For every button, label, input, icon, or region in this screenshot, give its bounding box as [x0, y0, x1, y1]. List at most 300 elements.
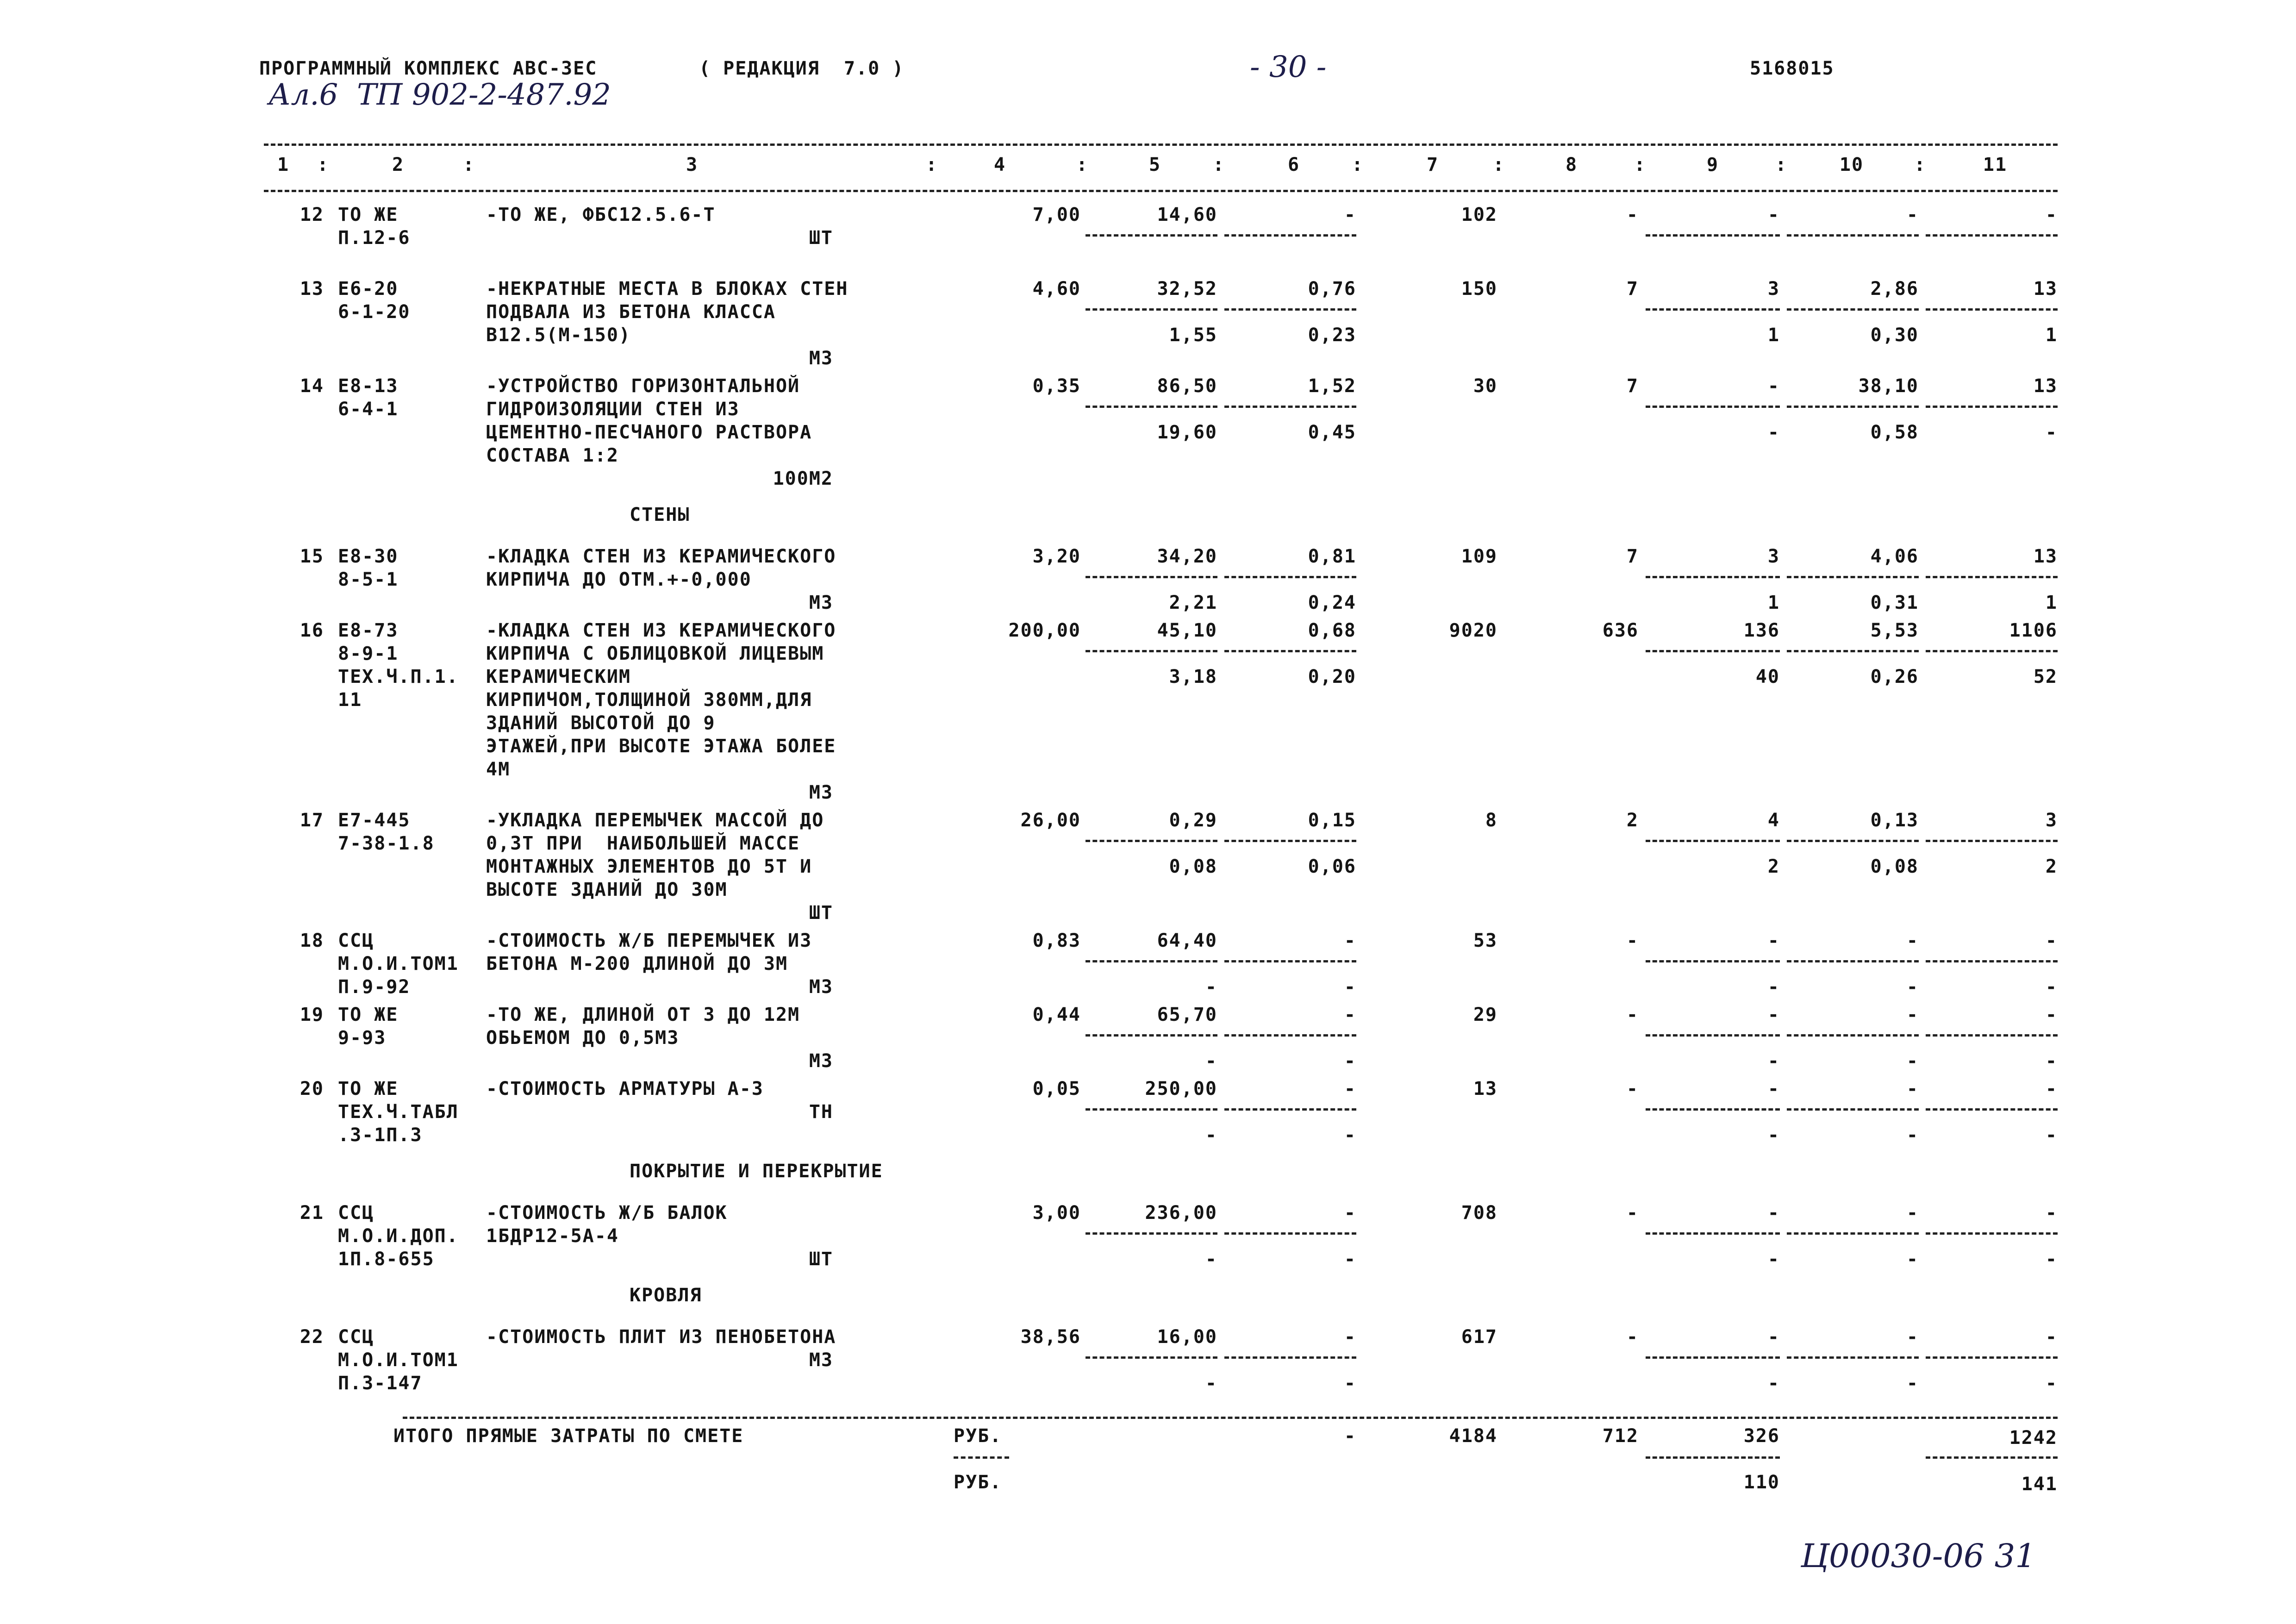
- cell-divider-c9: [1646, 234, 1780, 237]
- work-description: 1БДР12-5А-4: [486, 1225, 619, 1247]
- quantity: 0,05: [1032, 1078, 1081, 1099]
- column-separator: :: [463, 154, 475, 175]
- machines-wages-total: 40: [1755, 666, 1780, 687]
- column-number: 8: [1565, 154, 1578, 175]
- work-description: КИРПИЧА С ОБЛИЦОВКОЙ ЛИЦЕВЫМ: [486, 643, 824, 664]
- machine-cost-wages: -: [1344, 1050, 1356, 1072]
- machines-total: 3: [1767, 278, 1780, 300]
- labor-unit: 4,06: [1870, 546, 1919, 567]
- cell-divider-c11: [1926, 234, 2058, 237]
- work-description: ПОДВАЛА ИЗ БЕТОНА КЛАССА: [486, 301, 776, 323]
- work-description: -СТОИМОСТЬ АРМАТУРЫ А-3: [486, 1078, 764, 1099]
- cell-divider-c10: [1787, 650, 1919, 652]
- unit-label: ШТ: [809, 1249, 833, 1270]
- column-number: 7: [1426, 154, 1439, 175]
- wages-total: 7: [1626, 375, 1639, 397]
- labor-total: 13: [2033, 278, 2058, 300]
- total-cost: 109: [1461, 546, 1497, 567]
- unit-cost: 86,50: [1157, 375, 1217, 397]
- resource-code: 8-9-1: [338, 643, 399, 664]
- totals-unit: РУБ.: [954, 1425, 1002, 1447]
- total-cost: 102: [1461, 204, 1497, 225]
- resource-code: М.О.И.ТОМ1: [338, 1349, 459, 1371]
- cell-divider-c5: [1086, 1108, 1217, 1111]
- labor-unit: 2,86: [1870, 278, 1919, 300]
- work-description: КИРПИЧА ДО ОТМ.+-0,000: [486, 569, 752, 590]
- machines-wages-total: -: [1767, 1249, 1780, 1270]
- quantity: 200,00: [1008, 620, 1081, 641]
- totals-labor: 1242: [2009, 1427, 2058, 1449]
- wages-total: -: [1626, 204, 1639, 225]
- cell-divider-c5: [1086, 234, 1217, 237]
- row-number: 17: [299, 810, 324, 831]
- cell-divider-c10: [1787, 1232, 1919, 1235]
- edition-label: ( РЕДАКЦИЯ 7.0 ): [699, 58, 905, 79]
- resource-code: .3-1П.3: [338, 1124, 423, 1146]
- machines-total: -: [1767, 375, 1780, 397]
- work-description: -ТО ЖЕ, ФБС12.5.6-Т: [486, 204, 716, 225]
- labor-unit-machines: -: [1906, 1373, 1919, 1394]
- cell-divider-c9: [1646, 960, 1780, 962]
- totals-label: ИТОГО ПРЯМЫЕ ЗАТРАТЫ ПО СМЕТЕ: [393, 1425, 744, 1447]
- cell-divider-c11: [1926, 406, 2058, 408]
- work-description: -СТОИМОСТЬ Ж/Б ПЕРЕМЫЧЕК ИЗ: [486, 930, 812, 951]
- machines-wages-total: -: [1767, 422, 1780, 443]
- cell-divider-c9: [1646, 840, 1780, 842]
- machines-total: -: [1767, 1202, 1780, 1224]
- machine-cost-wages: -: [1344, 1249, 1356, 1270]
- work-description: -КЛАДКА СТЕН ИЗ КЕРАМИЧЕСКОГО: [486, 620, 836, 641]
- machines-wages-total: 2: [1767, 856, 1780, 877]
- cell-divider-c9: [1646, 576, 1780, 578]
- unit-label: ТН: [809, 1101, 833, 1123]
- cell-divider-c10: [1787, 234, 1919, 237]
- unit-cost: 236,00: [1145, 1202, 1217, 1224]
- labor-total: 3: [2045, 810, 2058, 831]
- cell-divider-c5: [1086, 406, 1217, 408]
- work-description: -НЕКРАТНЫЕ МЕСТА В БЛОКАХ СТЕН: [486, 278, 849, 300]
- unit-cost: 32,52: [1157, 278, 1217, 300]
- labor-total-machines: -: [2045, 1124, 2058, 1146]
- resource-code: Е8-30: [338, 546, 399, 567]
- machine-cost: -: [1344, 1202, 1356, 1224]
- machines-wages-total: 1: [1767, 325, 1780, 346]
- wages-total: -: [1626, 1202, 1639, 1224]
- header-top-rule: [264, 144, 2058, 146]
- machine-cost-wages: -: [1344, 976, 1356, 998]
- resource-code: ССЦ: [338, 1326, 374, 1348]
- column-separator: :: [926, 154, 938, 175]
- work-description: КИРПИЧОМ,ТОЛЩИНОЙ 380ММ,ДЛЯ: [486, 689, 812, 711]
- work-description: -УКЛАДКА ПЕРЕМЫЧЕК МАССОЙ ДО: [486, 810, 824, 831]
- cell-divider-c9: [1646, 406, 1780, 408]
- column-number: 2: [392, 154, 405, 175]
- machine-cost: -: [1344, 930, 1356, 951]
- work-description: -СТОИМОСТЬ Ж/Б БАЛОК: [486, 1202, 728, 1224]
- quantity: 0,44: [1032, 1004, 1081, 1025]
- machine-cost: 1,52: [1308, 375, 1356, 397]
- unit-cost-wages: 19,60: [1157, 422, 1217, 443]
- wages-total: 636: [1602, 620, 1639, 641]
- quantity: 26,00: [1020, 810, 1081, 831]
- cell-divider-c11: [1926, 308, 2058, 311]
- labor-total: -: [2045, 1078, 2058, 1099]
- unit-cost: 16,00: [1157, 1326, 1217, 1348]
- cell-divider-c9: [1646, 1034, 1780, 1037]
- resource-code: П.3-147: [338, 1373, 423, 1394]
- machine-cost-wages: 0,23: [1308, 325, 1356, 346]
- cell-divider-c6: [1224, 1232, 1356, 1235]
- labor-unit: 5,53: [1870, 620, 1919, 641]
- unit-label: ШТ: [809, 902, 833, 924]
- totals-labor-machines: 141: [2021, 1474, 2058, 1495]
- work-description: МОНТАЖНЫХ ЭЛЕМЕНТОВ ДО 5Т И: [486, 856, 812, 877]
- cell-divider-c5: [1086, 308, 1217, 311]
- quantity: 0,83: [1032, 930, 1081, 951]
- cell-divider-c5: [1086, 576, 1217, 578]
- machines-wages-total: 1: [1767, 592, 1780, 613]
- resource-code: ССЦ: [338, 930, 374, 951]
- machines-total: -: [1767, 204, 1780, 225]
- cell-divider-c10: [1787, 840, 1919, 842]
- resource-code: 7-38-1.8: [338, 833, 435, 854]
- labor-total-machines: 2: [2045, 856, 2058, 877]
- cell-divider-c5: [1086, 650, 1217, 652]
- unit-label: ШТ: [809, 227, 833, 249]
- work-description: -УСТРОЙСТВО ГОРИЗОНТАЛЬНОЙ: [486, 375, 800, 397]
- row-number: 20: [299, 1078, 324, 1099]
- wages-total: 7: [1626, 546, 1639, 567]
- total-cost: 53: [1473, 930, 1497, 951]
- header-bottom-rule: [264, 190, 2058, 192]
- resource-code: П.9-92: [338, 976, 411, 998]
- column-separator: :: [317, 154, 330, 175]
- machines-total: 3: [1767, 546, 1780, 567]
- machine-cost-wages: -: [1344, 1373, 1356, 1394]
- column-number: 3: [686, 154, 699, 175]
- cell-divider-c5: [1086, 1232, 1217, 1235]
- unit-cost-wages: -: [1205, 1249, 1217, 1270]
- resource-code: 6-1-20: [338, 301, 411, 323]
- machine-cost: 0,68: [1308, 620, 1356, 641]
- machine-cost-wages: 0,24: [1308, 592, 1356, 613]
- labor-total-machines: 1: [2045, 325, 2058, 346]
- labor-unit-machines: -: [1906, 1050, 1919, 1072]
- machine-cost-wages: 0,20: [1308, 666, 1356, 687]
- unit-cost: 0,29: [1169, 810, 1217, 831]
- labor-total: -: [2045, 204, 2058, 225]
- cell-divider-c6: [1224, 650, 1356, 652]
- row-number: 19: [299, 1004, 324, 1025]
- resource-code: Е6-20: [338, 278, 399, 300]
- labor-unit-machines: 0,08: [1870, 856, 1919, 877]
- unit-label: М3: [809, 348, 833, 369]
- unit-cost-wages: 0,08: [1169, 856, 1217, 877]
- column-number: 10: [1839, 154, 1864, 175]
- wages-total: -: [1626, 930, 1639, 951]
- cell-divider-c11: [1926, 960, 2058, 962]
- labor-unit-machines: -: [1906, 1249, 1919, 1270]
- total-cost: 29: [1473, 1004, 1497, 1025]
- row-number: 14: [299, 375, 324, 397]
- labor-unit-machines: 0,58: [1870, 422, 1919, 443]
- machine-cost: -: [1344, 1004, 1356, 1025]
- work-description: 0,3Т ПРИ НАИБОЛЬШЕЙ МАССЕ: [486, 833, 800, 854]
- labor-unit-machines: -: [1906, 1124, 1919, 1146]
- totals-direct-cost: 4184: [1449, 1425, 1497, 1447]
- resource-code: ТО ЖЕ: [338, 1078, 399, 1099]
- row-number: 21: [299, 1202, 324, 1224]
- work-description: ЭТАЖЕЙ,ПРИ ВЫСОТЕ ЭТАЖА БОЛЕЕ: [486, 736, 836, 757]
- cell-divider-c6: [1224, 234, 1356, 237]
- wages-total: -: [1626, 1078, 1639, 1099]
- cell-divider-c10: [1787, 1034, 1919, 1037]
- labor-unit: -: [1906, 1078, 1919, 1099]
- cell-divider-c5: [1086, 960, 1217, 962]
- unit-label: М3: [809, 782, 833, 803]
- work-description: -КЛАДКА СТЕН ИЗ КЕРАМИЧЕСКОГО: [486, 546, 836, 567]
- total-cost: 30: [1473, 375, 1497, 397]
- totals-top-rule: [403, 1417, 2058, 1419]
- unit-cost-wages: -: [1205, 1124, 1217, 1146]
- cell-divider-c5: [1086, 1356, 1217, 1359]
- program-title: ПРОГРАММНЫЙ КОМПЛЕКС АВС-3ЕС: [259, 58, 598, 79]
- labor-total-machines: -: [2045, 976, 2058, 998]
- labor-unit: -: [1906, 930, 1919, 951]
- machine-cost: 0,15: [1308, 810, 1356, 831]
- resource-code: П.12-6: [338, 227, 411, 249]
- machine-cost: 0,81: [1308, 546, 1356, 567]
- wages-total: 2: [1626, 810, 1639, 831]
- work-description: ЦЕМЕНТНО-ПЕСЧАНОГО РАСТВОРА: [486, 422, 812, 443]
- machine-cost: 0,76: [1308, 278, 1356, 300]
- unit-cost: 45,10: [1157, 620, 1217, 641]
- unit-cost: 64,40: [1157, 930, 1217, 951]
- cell-divider-c6: [1224, 840, 1356, 842]
- column-separator: :: [1775, 154, 1788, 175]
- resource-code: ТО ЖЕ: [338, 204, 399, 225]
- unit-cost: 14,60: [1157, 204, 1217, 225]
- labor-unit-machines: 0,30: [1870, 325, 1919, 346]
- labor-total-machines: -: [2045, 1050, 2058, 1072]
- work-description: 4М: [486, 759, 511, 780]
- labor-total-machines: -: [2045, 422, 2058, 443]
- machines-wages-total: -: [1767, 1373, 1780, 1394]
- section-heading: КРОВЛЯ: [630, 1285, 702, 1306]
- unit-label: 100М2: [773, 468, 833, 489]
- cell-divider-c9: [1646, 1356, 1780, 1359]
- unit-cost: 250,00: [1145, 1078, 1217, 1099]
- cell-divider-c6: [1224, 1034, 1356, 1037]
- cell-divider-c6: [1224, 1108, 1356, 1111]
- wages-total: -: [1626, 1004, 1639, 1025]
- section-heading: ПОКРЫТИЕ И ПЕРЕКРЫТИЕ: [630, 1161, 883, 1182]
- resource-code: 11: [338, 689, 362, 711]
- cell-divider-c11: [1926, 840, 2058, 842]
- resource-code: М.О.И.ТОМ1: [338, 953, 459, 974]
- machines-wages-total: -: [1767, 1050, 1780, 1072]
- totals-rule-c11: [1926, 1456, 2058, 1459]
- cell-divider-c9: [1646, 308, 1780, 311]
- machines-total: -: [1767, 930, 1780, 951]
- resource-code: Е8-73: [338, 620, 399, 641]
- unit-cost-wages: 2,21: [1169, 592, 1217, 613]
- cell-divider-c9: [1646, 1108, 1780, 1111]
- column-separator: :: [1213, 154, 1225, 175]
- column-separator: :: [1076, 154, 1089, 175]
- resource-code: 9-93: [338, 1027, 387, 1049]
- totals-rule-c9: [1646, 1456, 1780, 1459]
- totals-wages: 712: [1602, 1425, 1639, 1447]
- unit-label: М3: [809, 976, 833, 998]
- machines-total: -: [1767, 1078, 1780, 1099]
- cell-divider-c10: [1787, 960, 1919, 962]
- total-cost: 617: [1461, 1326, 1497, 1348]
- column-separator: :: [1352, 154, 1364, 175]
- unit-cost-wages: 3,18: [1169, 666, 1217, 687]
- cell-divider-c6: [1224, 576, 1356, 578]
- labor-unit: -: [1906, 1004, 1919, 1025]
- work-description: БЕТОНА М-200 ДЛИНОЙ ДО 3М: [486, 953, 788, 974]
- quantity: 0,35: [1032, 375, 1081, 397]
- unit-label: М3: [809, 1050, 833, 1072]
- quantity: 38,56: [1020, 1326, 1081, 1348]
- column-number: 6: [1287, 154, 1300, 175]
- labor-unit: 0,13: [1870, 810, 1919, 831]
- totals-unit-rule: [954, 1456, 1009, 1459]
- cell-divider-c10: [1787, 576, 1919, 578]
- labor-total: 13: [2033, 375, 2058, 397]
- unit-cost-wages: -: [1205, 1373, 1217, 1394]
- cell-divider-c9: [1646, 1232, 1780, 1235]
- quantity: 4,60: [1032, 278, 1081, 300]
- column-separator: :: [1914, 154, 1927, 175]
- machine-cost-wages: 0,06: [1308, 856, 1356, 877]
- labor-total: -: [2045, 930, 2058, 951]
- resource-code: ТЕХ.Ч.П.1.: [338, 666, 459, 687]
- labor-unit: -: [1906, 1202, 1919, 1224]
- footer-stamp: Ц00030-06 31: [1801, 1537, 2036, 1575]
- work-description: КЕРАМИЧЕСКИМ: [486, 666, 631, 687]
- labor-unit: 38,10: [1858, 375, 1919, 397]
- cell-divider-c5: [1086, 840, 1217, 842]
- labor-unit-machines: -: [1906, 976, 1919, 998]
- totals-unit-2: РУБ.: [954, 1472, 1002, 1493]
- machines-total: 4: [1767, 810, 1780, 831]
- totals-machines: -: [1344, 1425, 1356, 1447]
- document-code: 5168015: [1750, 58, 1834, 79]
- work-description: В12.5(М-150): [486, 325, 631, 346]
- row-number: 15: [299, 546, 324, 567]
- total-cost: 9020: [1449, 620, 1497, 641]
- unit-cost: 34,20: [1157, 546, 1217, 567]
- machines-wages-total: -: [1767, 1124, 1780, 1146]
- machine-cost: -: [1344, 204, 1356, 225]
- cell-divider-c6: [1224, 1356, 1356, 1359]
- column-number: 5: [1148, 154, 1161, 175]
- column-number: 4: [993, 154, 1006, 175]
- labor-unit: -: [1906, 1326, 1919, 1348]
- quantity: 3,00: [1032, 1202, 1081, 1224]
- cell-divider-c11: [1926, 650, 2058, 652]
- labor-total-machines: -: [2045, 1249, 2058, 1270]
- cell-divider-c5: [1086, 1034, 1217, 1037]
- cell-divider-c10: [1787, 406, 1919, 408]
- column-number: 11: [1983, 154, 2008, 175]
- unit-cost-wages: 1,55: [1169, 325, 1217, 346]
- work-description: ЗДАНИЙ ВЫСОТОЙ ДО 9: [486, 712, 716, 734]
- resource-code: 1П.8-655: [338, 1249, 435, 1270]
- work-description: -ТО ЖЕ, ДЛИНОЙ ОТ 3 ДО 12М: [486, 1004, 800, 1025]
- labor-total: 13: [2033, 546, 2058, 567]
- row-number: 18: [299, 930, 324, 951]
- unit-label: М3: [809, 592, 833, 613]
- wages-total: 7: [1626, 278, 1639, 300]
- machine-cost: -: [1344, 1078, 1356, 1099]
- resource-code: 8-5-1: [338, 569, 399, 590]
- machines-total: -: [1767, 1326, 1780, 1348]
- labor-total: -: [2045, 1326, 2058, 1348]
- column-number: 9: [1706, 154, 1719, 175]
- work-description: -СТОИМОСТЬ ПЛИТ ИЗ ПЕНОБЕТОНА: [486, 1326, 836, 1348]
- machine-cost-wages: 0,45: [1308, 422, 1356, 443]
- quantity: 7,00: [1032, 204, 1081, 225]
- labor-total: -: [2045, 1202, 2058, 1224]
- resource-code: ТО ЖЕ: [338, 1004, 399, 1025]
- quantity: 3,20: [1032, 546, 1081, 567]
- machine-cost-wages: -: [1344, 1124, 1356, 1146]
- row-number: 16: [299, 620, 324, 641]
- column-separator: :: [1634, 154, 1647, 175]
- cell-divider-c10: [1787, 308, 1919, 311]
- labor-total: -: [2045, 1004, 2058, 1025]
- resource-code: 6-4-1: [338, 399, 399, 420]
- cell-divider-c11: [1926, 1232, 2058, 1235]
- work-description: ГИДРОИЗОЛЯЦИИ СТЕН ИЗ: [486, 399, 740, 420]
- unit-cost: 65,70: [1157, 1004, 1217, 1025]
- cell-divider-c10: [1787, 1356, 1919, 1359]
- column-number: 1: [277, 154, 290, 175]
- cell-divider-c11: [1926, 576, 2058, 578]
- row-number: 12: [299, 204, 324, 225]
- total-cost: 8: [1485, 810, 1497, 831]
- row-number: 13: [299, 278, 324, 300]
- cell-divider-c11: [1926, 1108, 2058, 1111]
- section-heading: СТЕНЫ: [630, 504, 690, 525]
- resource-code: Е8-13: [338, 375, 399, 397]
- labor-unit-machines: 0,26: [1870, 666, 1919, 687]
- machines-total: -: [1767, 1004, 1780, 1025]
- work-description: ОБЬЕМОМ ДО 0,5М3: [486, 1027, 680, 1049]
- labor-total-machines: 1: [2045, 592, 2058, 613]
- totals-machine-cost: 326: [1743, 1425, 1780, 1447]
- cell-divider-c6: [1224, 406, 1356, 408]
- page-number: - 30 -: [1250, 50, 1327, 84]
- resource-code: ТЕХ.Ч.ТАБЛ: [338, 1101, 459, 1123]
- unit-cost-wages: -: [1205, 1050, 1217, 1072]
- handwritten-reference: Ал.6 ТП 902-2-487.92: [268, 78, 611, 112]
- labor-unit-machines: 0,31: [1870, 592, 1919, 613]
- cell-divider-c11: [1926, 1034, 2058, 1037]
- column-separator: :: [1493, 154, 1505, 175]
- work-description: СОСТАВА 1:2: [486, 445, 619, 466]
- wages-total: -: [1626, 1326, 1639, 1348]
- resource-code: ССЦ: [338, 1202, 374, 1224]
- labor-total: 1106: [2009, 620, 2058, 641]
- total-cost: 150: [1461, 278, 1497, 300]
- row-number: 22: [299, 1326, 324, 1348]
- resource-code: М.О.И.ДОП.: [338, 1225, 459, 1247]
